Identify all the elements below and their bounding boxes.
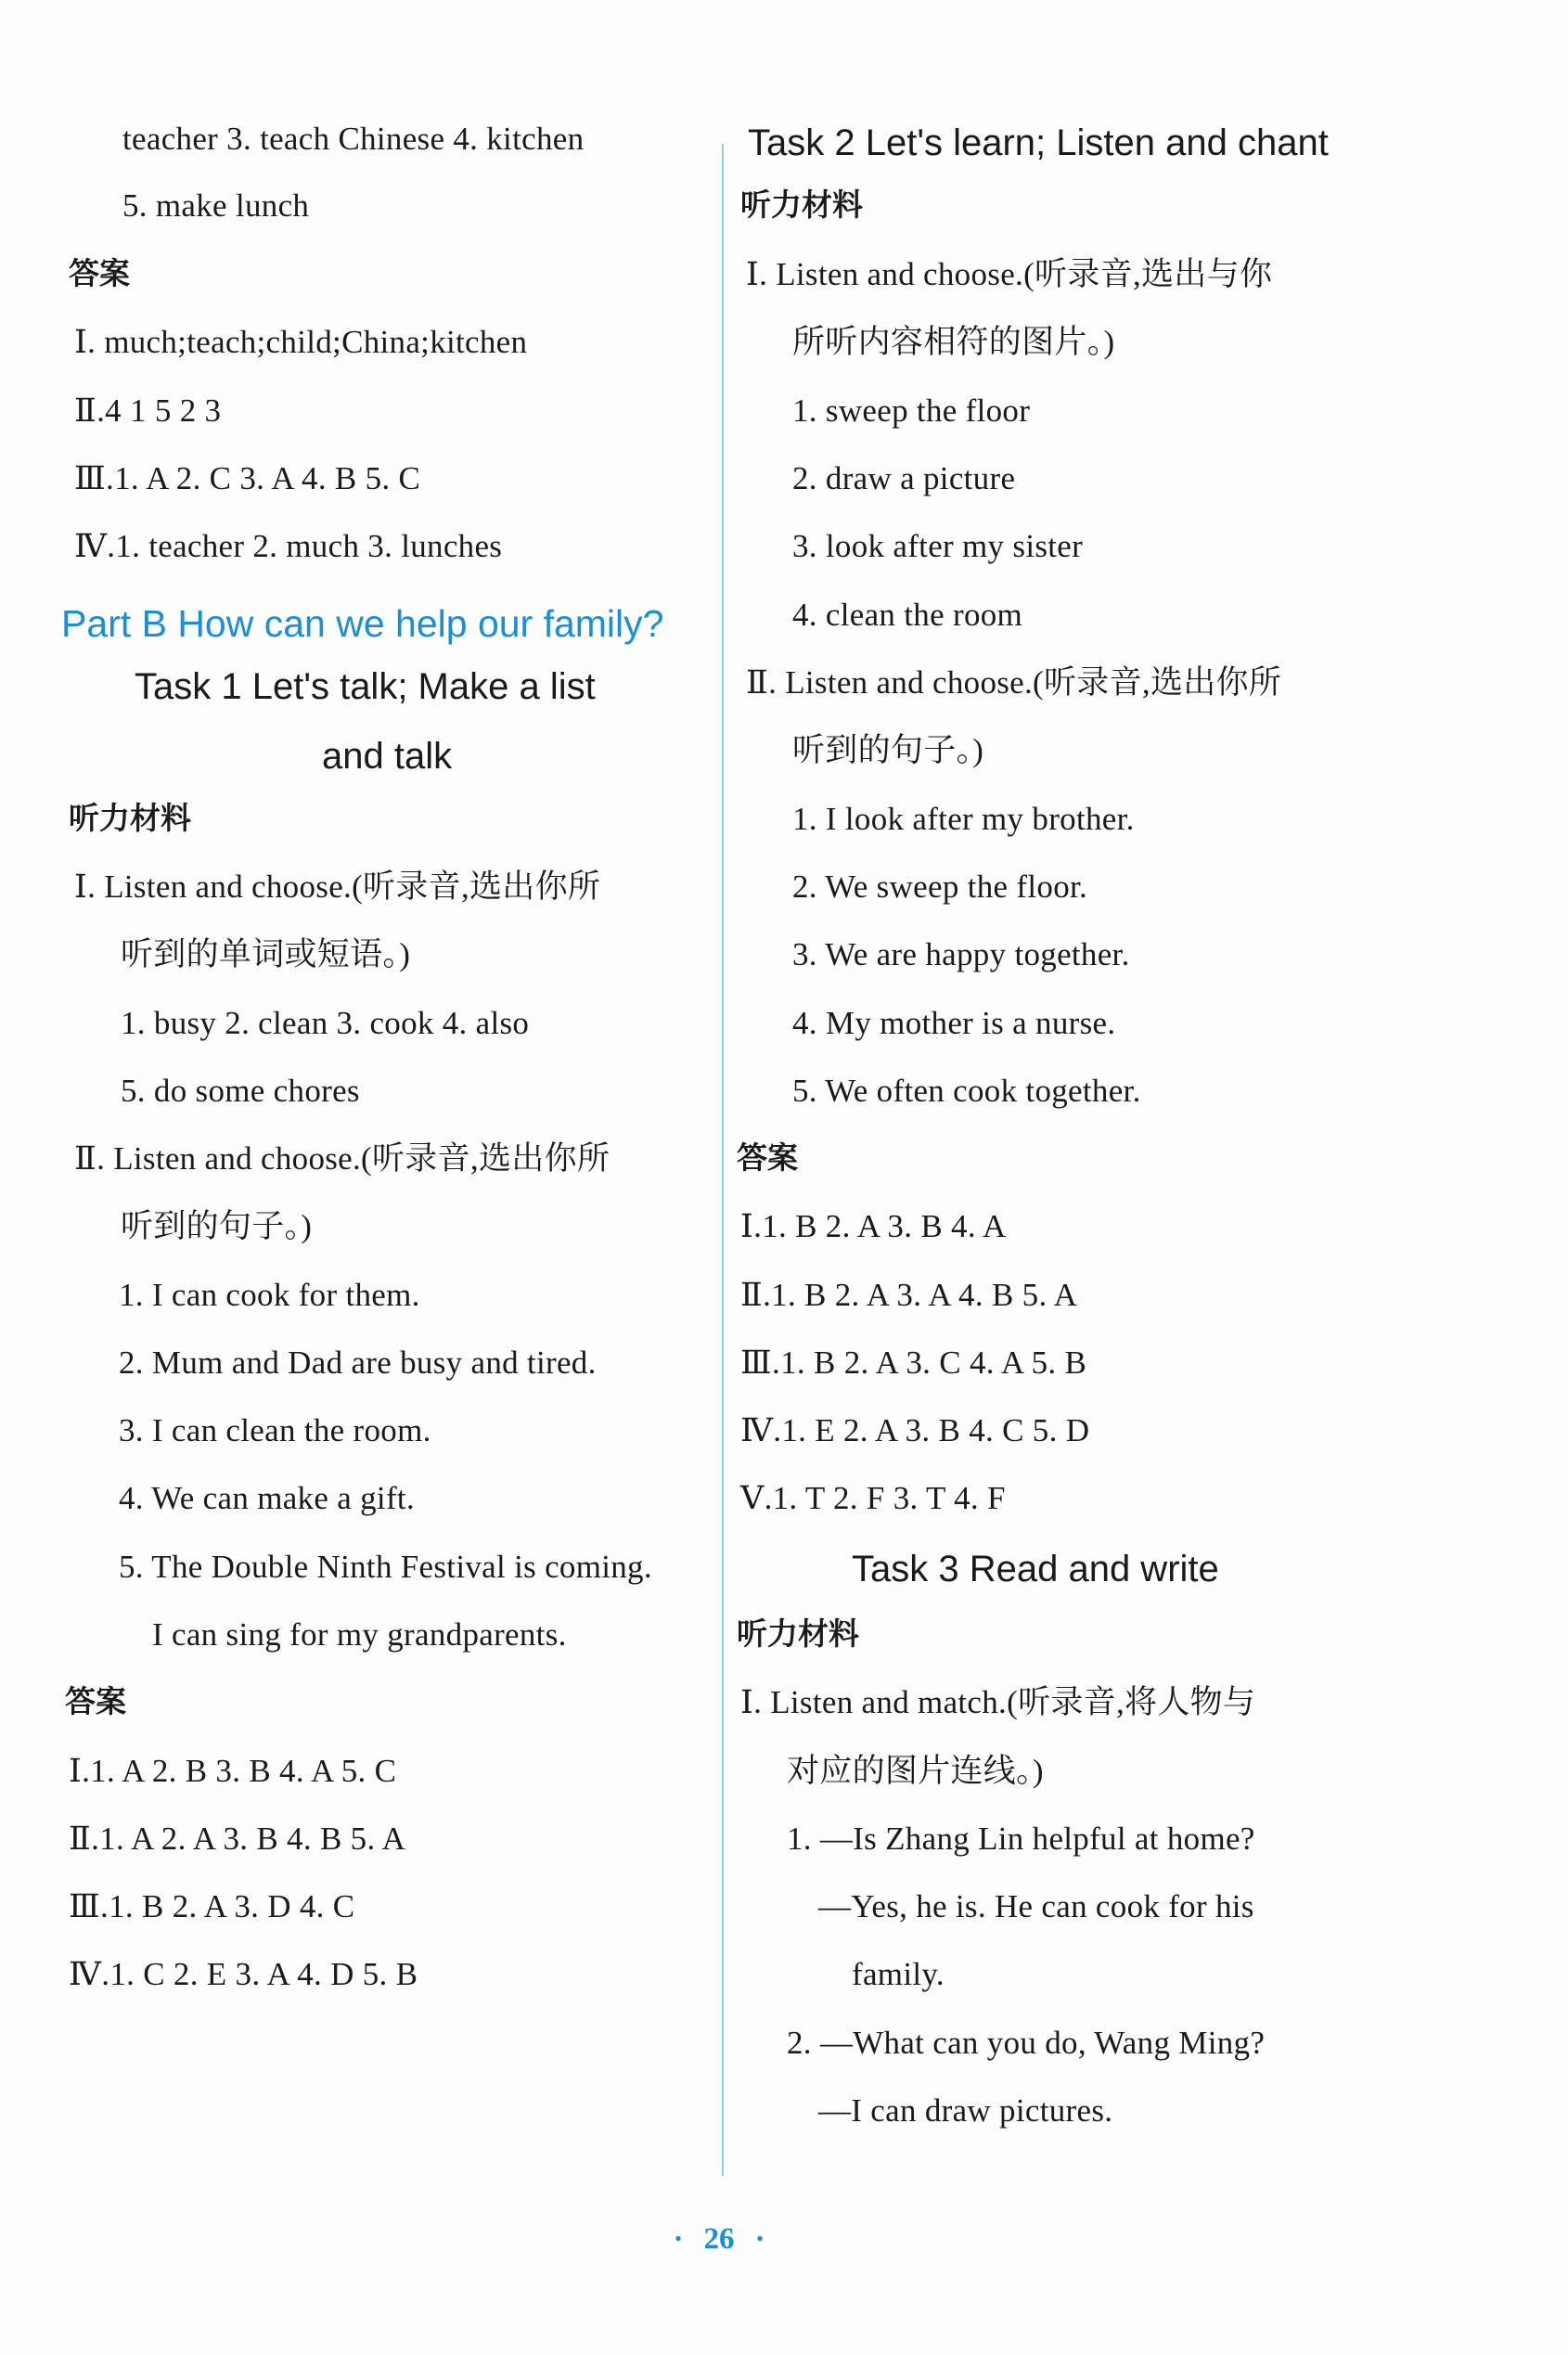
right-line: Ⅳ.1. E 2. A 3. B 4. C 5. D: [740, 1412, 1090, 1448]
right-line: 所听内容相符的图片。): [792, 324, 1115, 360]
left-line: Ⅱ.1. A 2. A 3. B 4. B 5. A: [69, 1821, 406, 1857]
right-line: 5. We often cook together.: [792, 1073, 1141, 1109]
right-line: 3. We are happy together.: [792, 936, 1130, 972]
right-line: Ⅲ.1. B 2. A 3. C 4. A 5. B: [740, 1345, 1087, 1381]
right-line: 3. look after my sister: [792, 528, 1084, 564]
right-line: 听力材料: [740, 187, 863, 223]
left-line: 3. I can clean the room.: [119, 1412, 431, 1448]
right-line: 2. We sweep the floor.: [792, 869, 1088, 905]
right-line: 1. —Is Zhang Lin helpful at home?: [787, 1821, 1255, 1857]
left-line: Task 1 Let's talk; Make a list: [135, 666, 596, 707]
left-line: 2. Mum and Dad are busy and tired.: [119, 1345, 597, 1381]
right-line: —I can draw pictures.: [818, 2092, 1113, 2129]
left-line: 听到的单词或短语。): [121, 936, 411, 972]
right-line: 1. I look after my brother.: [792, 801, 1135, 837]
page-number-footer: [649, 2222, 789, 2257]
left-line: Part B How can we help our family?: [61, 602, 664, 645]
right-line: 1. sweep the floor: [792, 392, 1031, 429]
right-line: 听到的句子。): [792, 732, 984, 768]
left-line: Ⅳ.1. C 2. E 3. A 4. D 5. B: [69, 1956, 418, 1992]
right-line: Ⅴ.1. T 2. F 3. T 4. F: [740, 1480, 1006, 1516]
right-line: 2. draw a picture: [792, 460, 1016, 496]
right-line: 2. —What can you do, Wang Ming?: [787, 2025, 1266, 2061]
right-line: Task 2 Let's learn; Listen and chant: [748, 122, 1329, 163]
left-line: 1. busy 2. clean 3. cook 4. also: [121, 1005, 530, 1041]
page-dot-left: ·: [673, 2222, 684, 2256]
left-line: 听到的句子。): [121, 1208, 313, 1244]
left-line: 答案: [69, 255, 130, 291]
right-line: family.: [852, 1956, 945, 1992]
left-line: Ⅱ.4 1 5 2 3: [74, 392, 222, 429]
right-line: Ⅱ. Listen and choose.(听录音,选出你所: [746, 664, 1282, 701]
right-line: Ⅰ. Listen and match.(听录音,将人物与: [740, 1684, 1256, 1720]
right-line: 听力材料: [737, 1615, 859, 1652]
left-line: Ⅰ. much;teach;child;China;kitchen: [74, 324, 528, 360]
left-line: 1. I can cook for them.: [119, 1277, 420, 1313]
left-line: 听力材料: [69, 800, 191, 836]
left-line: I can sing for my grandparents.: [152, 1616, 567, 1653]
right-line: 4. My mother is a nurse.: [792, 1005, 1116, 1041]
left-line: 5. do some chores: [121, 1073, 360, 1109]
right-line: 4. clean the room: [792, 597, 1023, 633]
left-line: 答案: [65, 1683, 126, 1719]
left-line: Ⅲ.1. B 2. A 3. D 4. C: [69, 1888, 355, 1924]
column-divider: [722, 144, 724, 2176]
right-line: Ⅰ. Listen and choose.(听录音,选出与你: [746, 256, 1273, 292]
right-line: Ⅱ.1. B 2. A 3. A 4. B 5. A: [740, 1277, 1078, 1313]
left-line: Ⅳ.1. teacher 2. much 3. lunches: [74, 528, 503, 564]
right-line: 答案: [737, 1139, 798, 1176]
left-line: 5. The Double Ninth Festival is coming.: [119, 1549, 652, 1585]
left-line: 4. We can make a gift.: [119, 1480, 415, 1516]
left-line: and talk: [322, 736, 453, 777]
right-line: 对应的图片连线。): [787, 1753, 1044, 1789]
left-line: Ⅲ.1. A 2. C 3. A 4. B 5. C: [74, 460, 421, 496]
left-line: teacher 3. teach Chinese 4. kitchen: [122, 121, 585, 157]
left-line: 5. make lunch: [122, 187, 310, 224]
left-line: Ⅰ. Listen and choose.(听录音,选出你所: [74, 869, 601, 905]
right-line: Task 3 Read and write: [852, 1549, 1219, 1589]
page-number: 26: [703, 2222, 735, 2256]
right-line: Ⅰ.1. B 2. A 3. B 4. A: [740, 1208, 1007, 1244]
left-line: Ⅰ.1. A 2. B 3. B 4. A 5. C: [69, 1753, 397, 1789]
left-line: Ⅱ. Listen and choose.(听录音,选出你所: [74, 1140, 610, 1177]
right-line: —Yes, he is. He can cook for his: [818, 1888, 1254, 1924]
page-dot-right: ·: [754, 2222, 765, 2256]
